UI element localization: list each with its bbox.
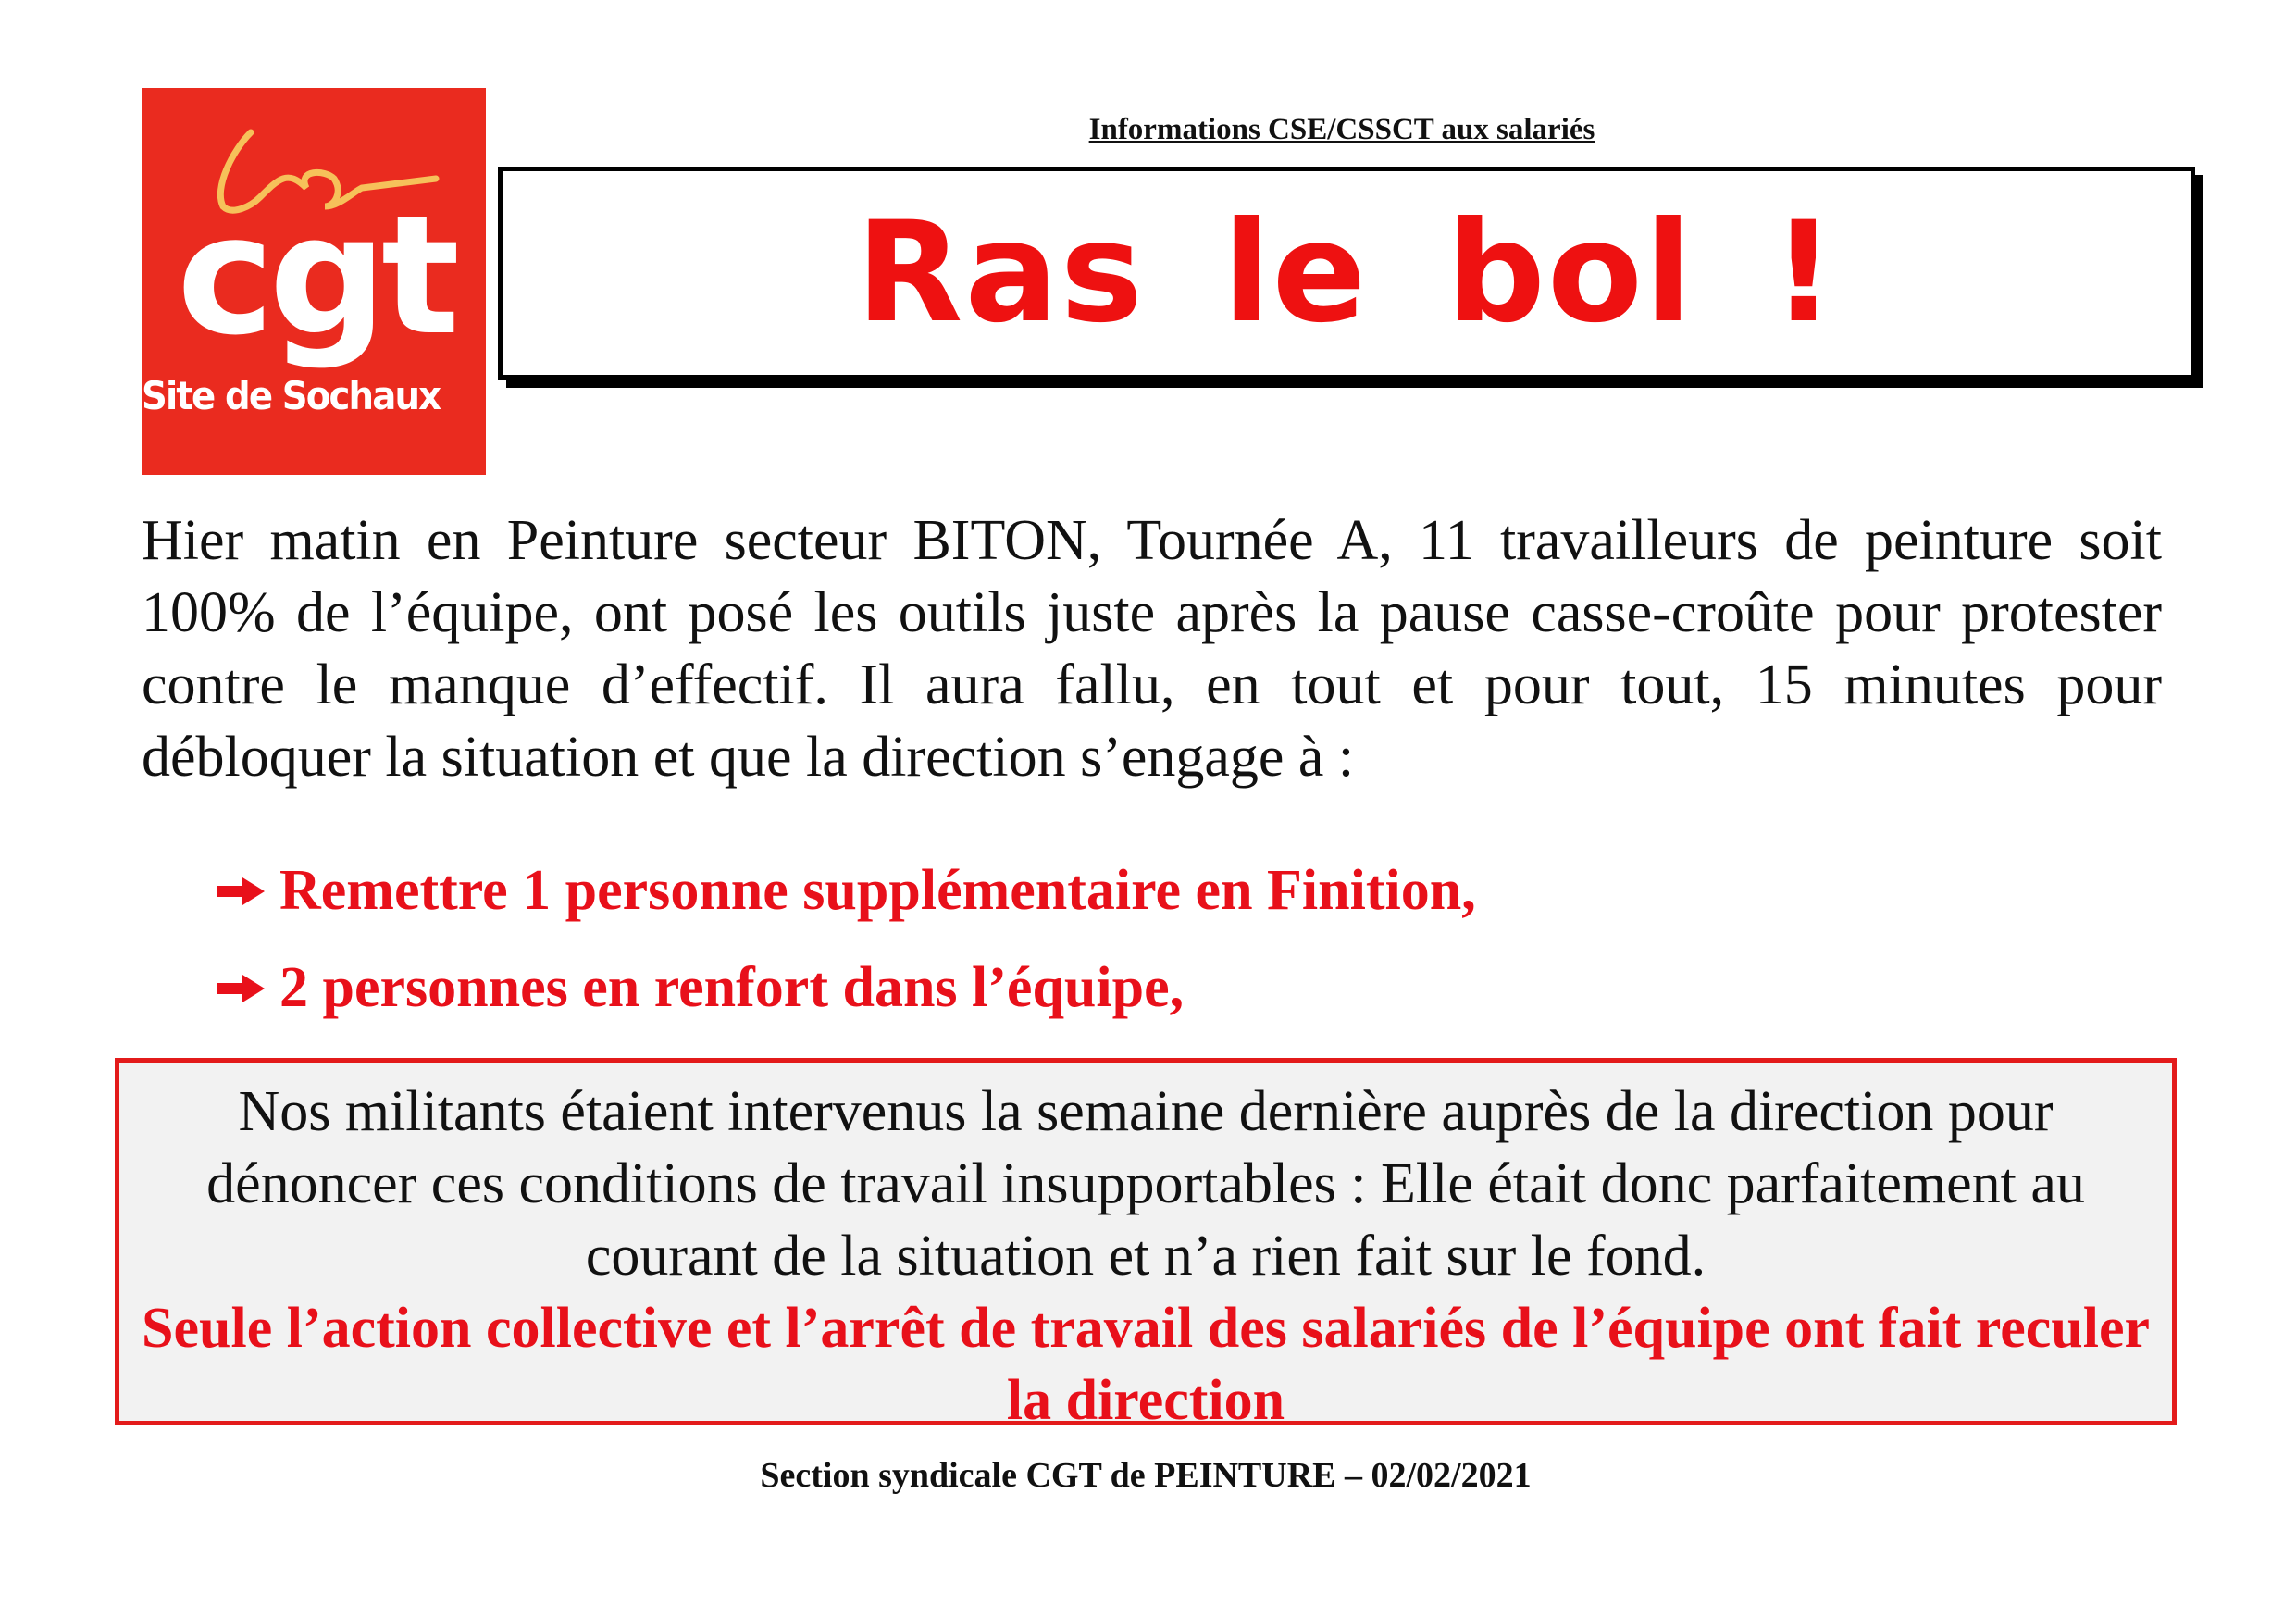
list-item <box>215 842 2158 940</box>
notice-text: Nos militants étaient intervenus la semaine dernière auprès de la direction pour dénoncer ces conditions de travail insupportables : Elle était donc parfaitement au courant de la situation et n’a rien fait sur le fond. <box>206 1080 2085 1288</box>
list-item <box>215 940 2158 1037</box>
notice-highlight: Seule l’action collective et l’arrêt de travail des salariés de l’équipe ont fait reculer la direction <box>142 1297 2150 1432</box>
title-box <box>498 167 2195 380</box>
main-paragraph: Hier matin en Peinture secteur BITON, Tournée A, 11 travailleurs de peinture soit 100% de l’équipe, ont posé les outils juste après la pause casse-croûte pour protester contre le manque d’effectif. Il aura fallu, en tout et pour tout, 15 minutes pour débloquer la situation et que la direction s’engage à : <box>142 509 2162 789</box>
commitments-list <box>215 842 2158 1037</box>
arrow-right-icon <box>215 972 267 1005</box>
arrow-right-icon <box>215 875 267 908</box>
bullet-text: 2 personnes en renfort dans l’équipe, <box>279 956 1185 1019</box>
info-header: Informations CSE/CSSCT aux salariés <box>1088 113 1595 146</box>
bullet-text: Remettre 1 personne supplémentaire en Finition, <box>279 859 1476 922</box>
notice-box <box>115 1058 2177 1432</box>
logo-subtitle: Site de Sochaux <box>142 373 441 418</box>
footer-signature: Section syndicale CGT de PEINTURE – 02/02/2021 <box>760 1456 1532 1495</box>
page-title: Ras le bol ! <box>855 193 1838 354</box>
logo-cgt-text: cgt <box>177 180 455 371</box>
cgt-logo <box>142 88 486 475</box>
